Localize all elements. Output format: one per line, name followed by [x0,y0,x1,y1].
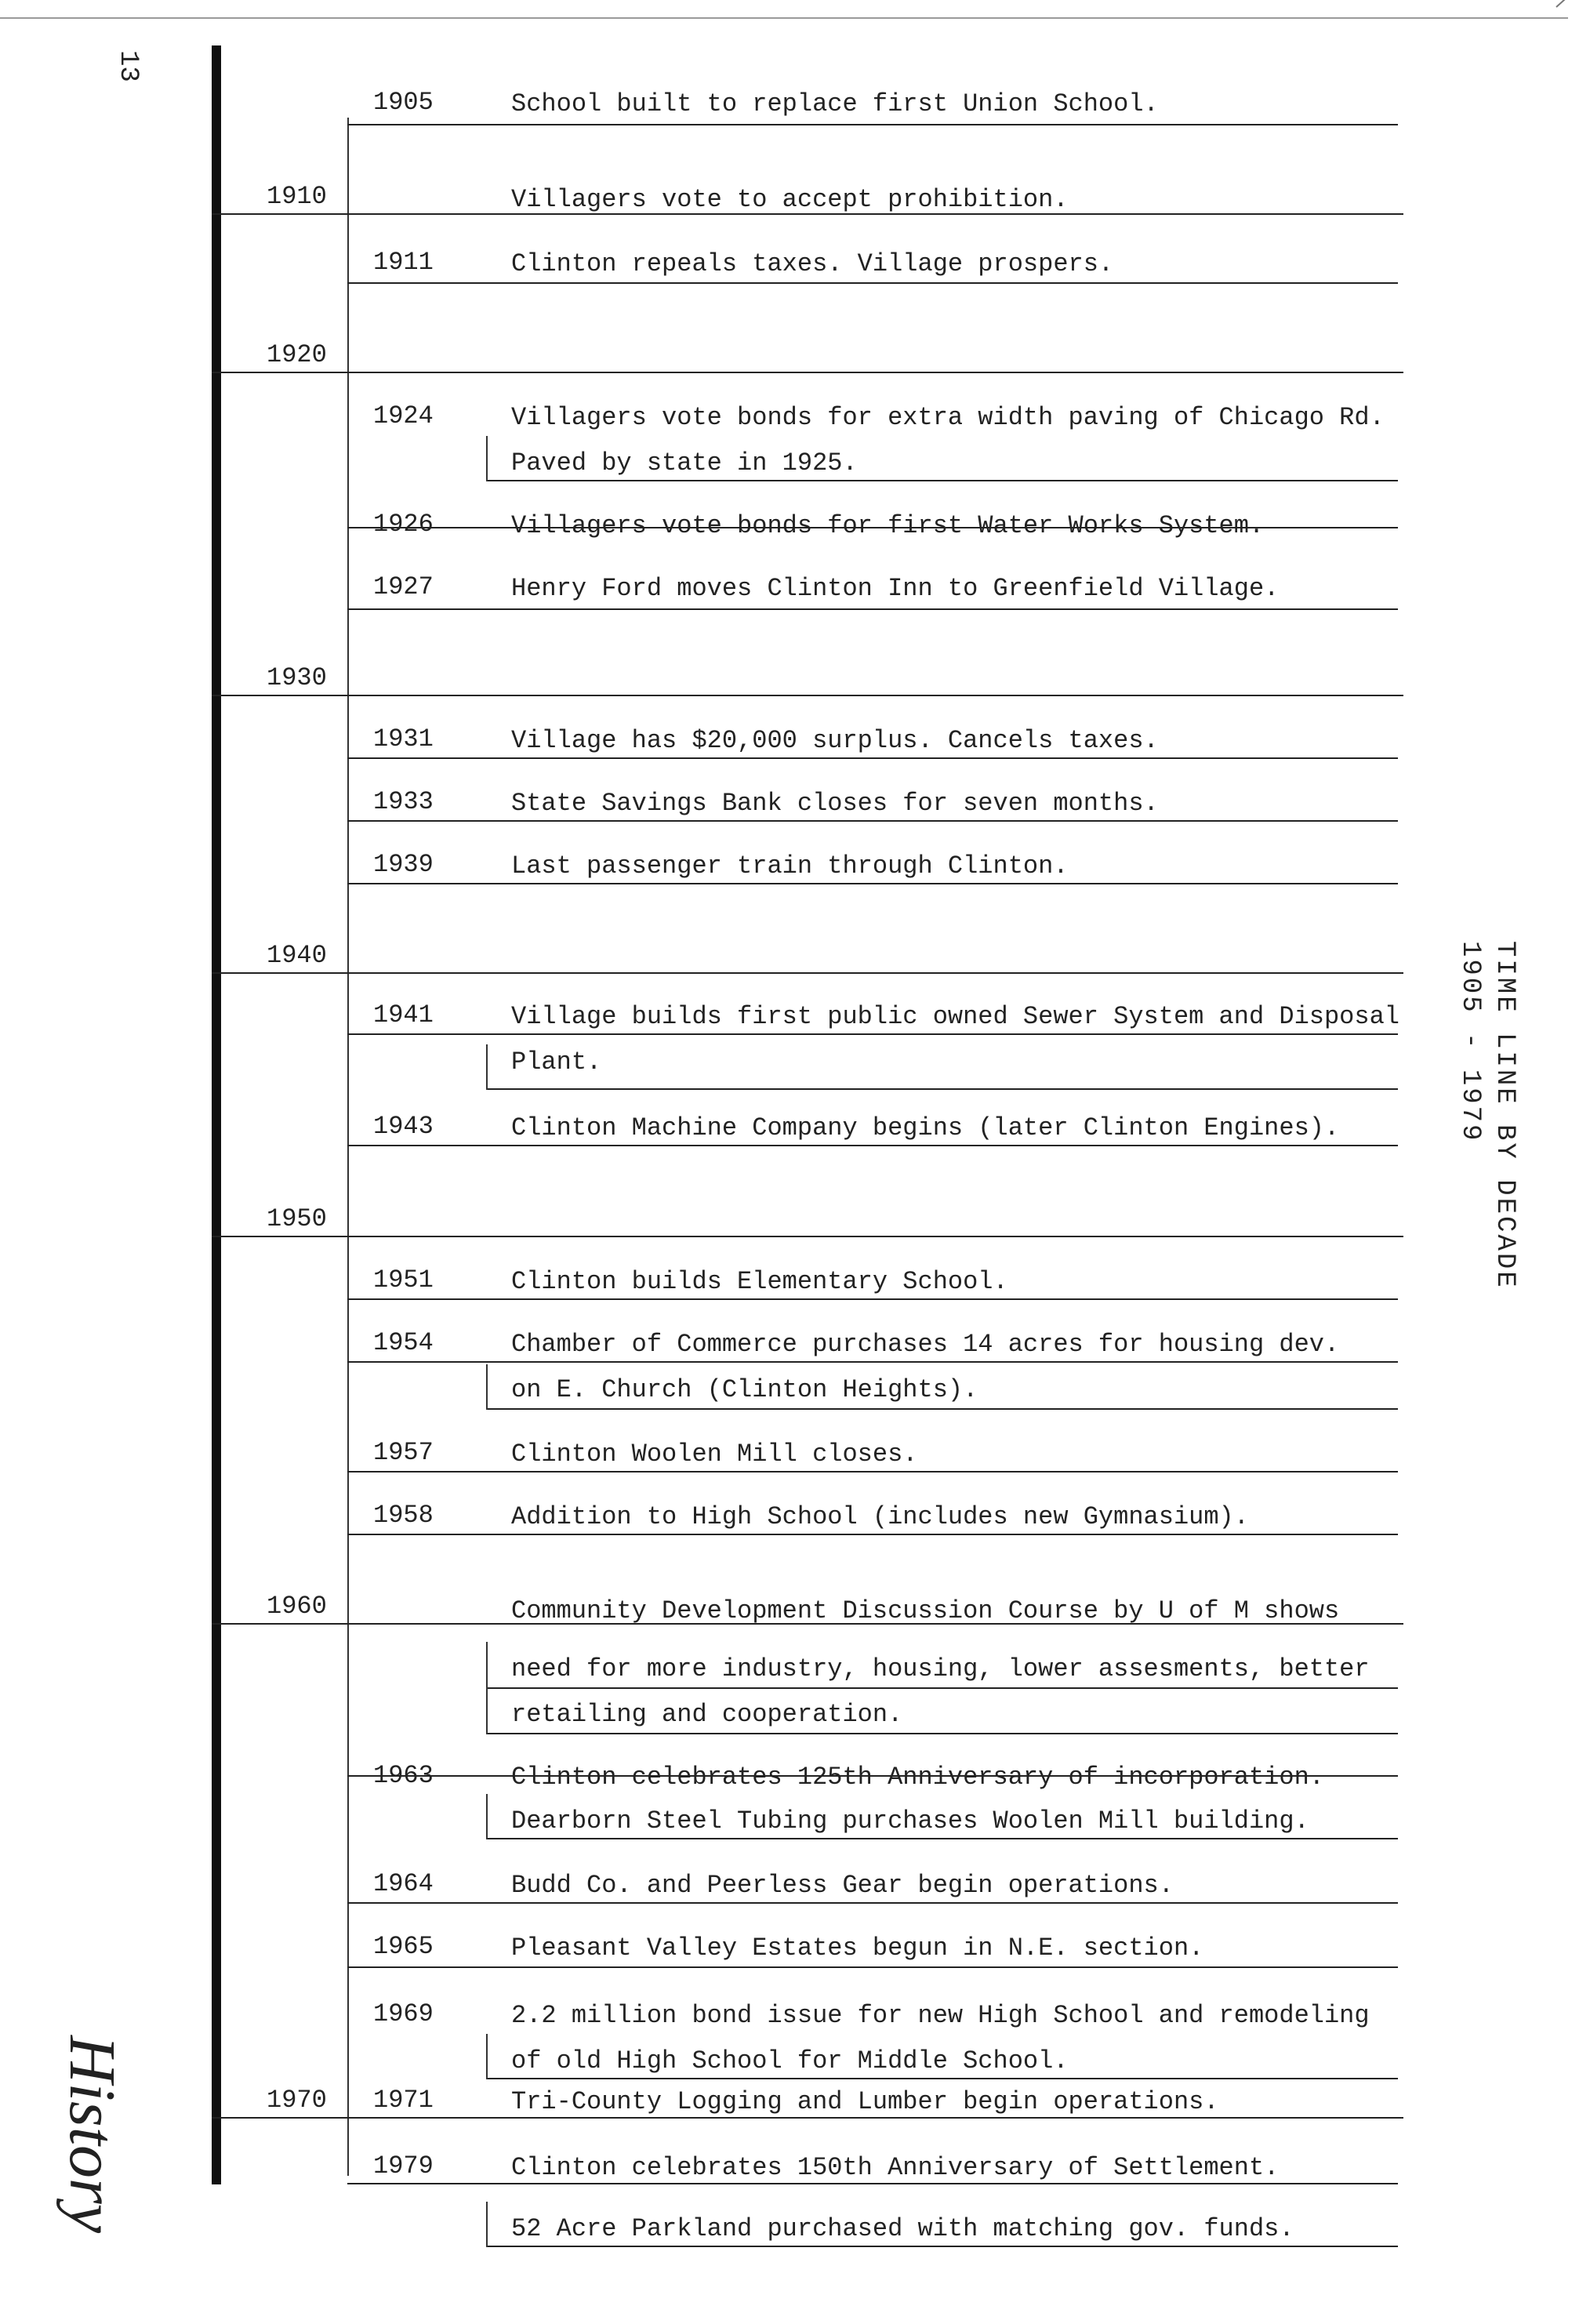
continuation-rule [486,1088,1398,1090]
continuation-bracket [486,1364,488,1410]
entry-rule [347,282,1398,284]
entry-year: 1957 [373,1438,434,1467]
entry-year: 1939 [373,850,434,879]
entry-text: Tri-County Logging and Lumber begin operations. [511,2087,1219,2116]
timeline-date-range: 1905 - 1979 [1455,941,1485,1143]
decade-rule [212,372,1403,373]
entry-rule [347,1298,1398,1300]
entry-text-continued: Paved by state in 1925. [511,448,858,478]
entry-text-continued: of old High School for Middle School. [511,2046,1069,2075]
decade-label: 1960 [267,1592,327,1621]
entry-text: School built to replace first Union School. [511,89,1159,118]
continuation-rule [486,2246,1398,2247]
entry-rule [347,1033,1398,1035]
entry-year: 1965 [373,1932,434,1961]
continuation-bracket [486,2202,488,2247]
continuation-rule [486,2078,1398,2079]
decade-label: 1930 [267,663,327,692]
entry-text: Clinton repeals taxes. Village prospers. [511,249,1114,278]
continuation-bracket [486,436,488,481]
entry-text-continued: on E. Church (Clinton Heights). [511,1375,978,1404]
entry-text: Village builds first public owned Sewer System and Disposal [511,1002,1399,1031]
entry-text: Clinton builds Elementary School. [511,1267,1008,1296]
entry-text: 2.2 million bond issue for new High School and remodeling [511,2001,1370,2030]
decade-label: 1920 [267,340,327,369]
entry-text-continued: Plant. [511,1048,602,1077]
entry-year: 1971 [373,2086,434,2115]
entry-year: 1964 [373,1869,434,1898]
entry-rule [347,1361,1398,1363]
continuation-rule [486,1733,1398,1734]
entry-rule [347,1534,1398,1535]
corner-mark [1556,0,1580,8]
entry-text: Clinton celebrates 150th Anniversary of Settlement. [511,2153,1280,2182]
entry-year: 1931 [373,724,434,753]
entry-text-continued: retailing and cooperation. [511,1700,903,1729]
top-rule [0,17,1568,19]
entry-year: 1951 [373,1265,434,1295]
decade-label: 1950 [267,1204,327,1233]
entry-text: Village has $20,000 surplus. Cancels taxes. [511,726,1159,755]
decade-rule [212,2117,1403,2119]
decade-label: 1910 [267,182,327,211]
entry-rule [347,2183,1398,2184]
decade-rule [212,972,1403,974]
entry-year: 1963 [373,1761,434,1790]
continuation-bracket [486,1642,488,1734]
entry-year: 1941 [373,1000,434,1029]
continuation-rule [486,1408,1398,1410]
entry-rule [347,757,1398,759]
entry-text: Community Development Discussion Course by U of M shows [511,1596,1340,1625]
entry-rule [347,820,1398,822]
entry-rule [347,1966,1398,1968]
decade-rule [212,695,1403,696]
entry-text: Villagers vote bonds for extra width paving of Chicago Rd. [511,403,1385,432]
entry-text-continued: need for more industry, housing, lower assesments, better [511,1654,1370,1683]
entry-rule [347,124,1398,125]
entry-year: 1954 [373,1328,434,1357]
timeline-title-block [1455,941,1519,1290]
entry-text: Budd Co. and Peerless Gear begin operations. [511,1871,1174,1900]
entry-year: 1958 [373,1501,434,1530]
entry-year: 1926 [373,510,434,539]
entry-year: 1969 [373,1999,434,2028]
decade-label: 1940 [267,941,327,970]
entry-text-continued: 52 Acre Parkland purchased with matching gov. funds. [511,2214,1294,2243]
year-column-divider [347,118,349,2176]
entry-text: Clinton Woolen Mill closes. [511,1440,918,1469]
continuation-rule [486,480,1398,481]
entry-year: 1911 [373,248,434,277]
entry-year: 1979 [373,2152,434,2181]
entry-text: Villagers vote bonds for first Water Works System. [511,511,1265,540]
timeline-title: TIME LINE BY DECADE [1490,941,1519,1290]
decade-label: 1970 [267,2086,327,2115]
entry-text: State Savings Bank closes for seven months. [511,789,1159,818]
continuation-rule [486,1687,1398,1689]
page-number: 13 [113,50,143,82]
entry-text: Addition to High School (includes new Gymnasium). [511,1502,1249,1531]
continuation-bracket [486,1044,488,1090]
entry-text: Chamber of Commerce purchases 14 acres for housing dev. [511,1330,1340,1359]
entry-rule [347,883,1398,884]
entry-text: Villagers vote to accept prohibition. [511,185,1069,214]
entry-year: 1933 [373,787,434,816]
continuation-bracket [486,1794,488,1839]
decade-rule [212,1236,1403,1237]
entry-text-continued: Dearborn Steel Tubing purchases Woolen Mill building. [511,1807,1309,1836]
continuation-rule [486,1838,1398,1839]
entry-text: Henry Ford moves Clinton Inn to Greenfield Village. [511,574,1280,603]
timeline-spine [212,45,221,2184]
entry-text: Pleasant Valley Estates begun in N.E. section. [511,1934,1204,1963]
entry-rule [347,1902,1398,1904]
entry-text: Clinton celebrates 125th Anniversary of incorporation. [511,1763,1324,1792]
section-label: History [56,2035,129,2233]
entry-text: Last passenger train through Clinton. [511,852,1069,881]
continuation-bracket [486,2034,488,2079]
entry-rule [347,608,1398,610]
entry-text: Clinton Machine Company begins (later Clinton Engines). [511,1113,1340,1142]
entry-year: 1943 [373,1112,434,1141]
entry-rule [347,1145,1398,1146]
entry-rule [347,1471,1398,1472]
entry-year: 1924 [373,401,434,430]
entry-year: 1927 [373,572,434,601]
entry-year: 1905 [373,88,434,117]
